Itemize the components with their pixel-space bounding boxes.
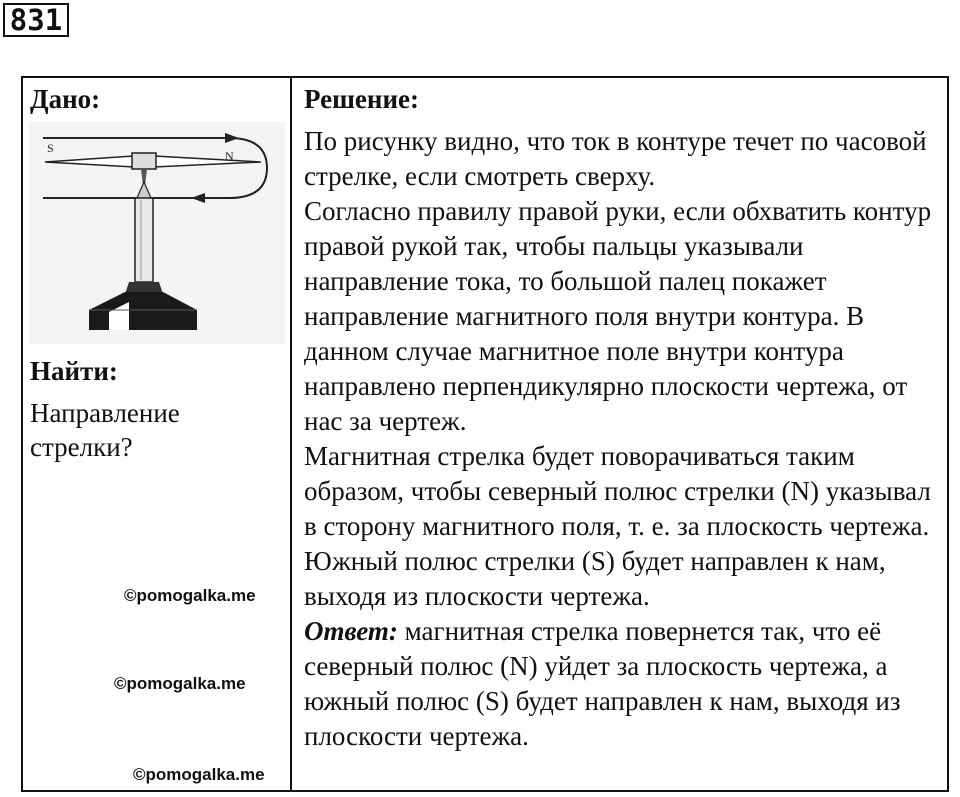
north-pole-label: N xyxy=(225,149,234,163)
watermark: ©pomogalka.me xyxy=(133,765,265,784)
south-pole-label: S xyxy=(47,141,54,155)
solution-body xyxy=(304,124,944,754)
magnetic-needle-figure xyxy=(29,122,285,344)
watermark: ©pomogalka.me xyxy=(124,586,256,605)
answer-text: магнитная стрелка повернется так, что её северный полюс (N) уйдет за плоскость чертежа, а южный полюс (S) будет направлен к нам, выходя из плоскости чертежа. xyxy=(304,616,901,751)
solution-paragraph: Согласно правилу правой руки, если обхватить контур правой рукой так, чтобы пальцы указывали направление тока, то большой палец покажет направление магнитного поля внутри контура. В данном случае магнитное поле внутри контура направлено перпендикулярно плоскости чертежа, от нас за чертеж. xyxy=(304,196,932,436)
problem-number: 831 xyxy=(3,3,69,37)
solution-column xyxy=(292,78,947,790)
solution-table xyxy=(21,76,949,792)
answer-label: Ответ: xyxy=(304,616,398,646)
solution-paragraph: Магнитная стрелка будет поворачиваться таким образом, чтобы северный полюс стрелки (N) указывал в сторону магнитного поля, т. е. за плоскость чертежа. Южный полюс стрелки (S) будет направлен к нам, выходя из плоскости чертежа. xyxy=(304,441,931,611)
find-text: Направление стрелки? xyxy=(30,398,180,462)
solution-heading: Решение: xyxy=(304,84,419,114)
answer-paragraph xyxy=(304,614,944,754)
find-heading: Найти: xyxy=(30,356,118,386)
given-column xyxy=(23,78,290,790)
watermark: ©pomogalka.me xyxy=(114,674,246,693)
solution-paragraph: По рисунку видно, что ток в контуре течет по часовой стрелке, если смотреть сверху. xyxy=(304,126,927,191)
given-heading: Дано: xyxy=(30,84,101,114)
